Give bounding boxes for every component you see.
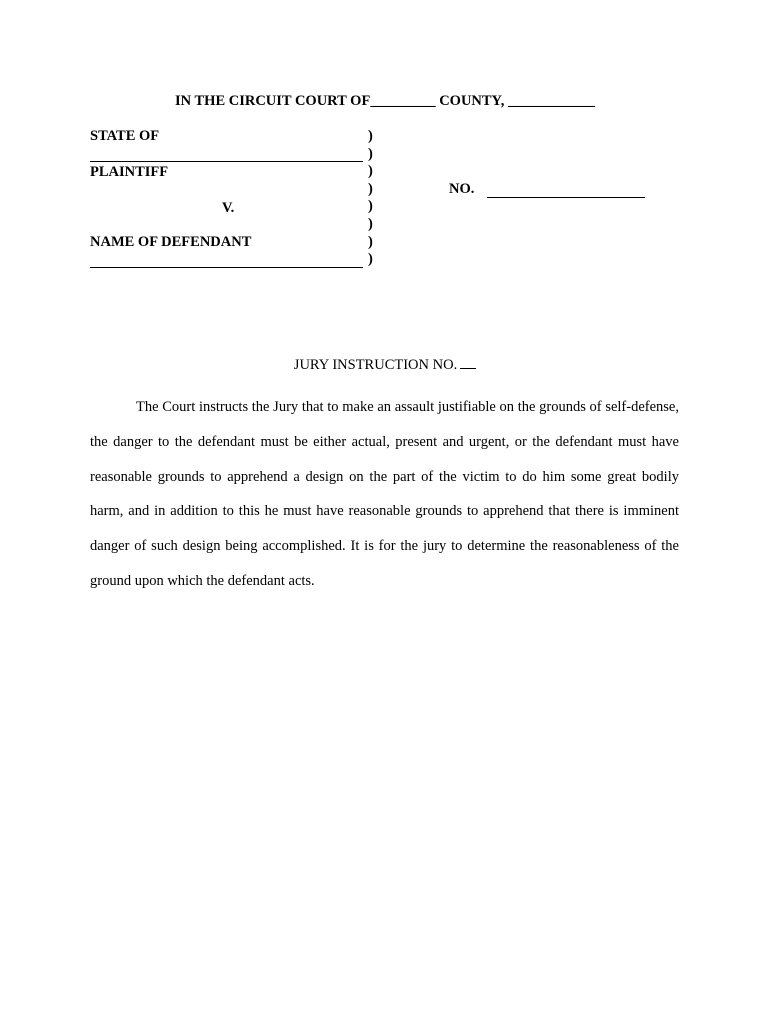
paren-mark: ) xyxy=(368,251,373,268)
versus-label: V. xyxy=(222,200,235,216)
case-number-label: NO. xyxy=(449,181,475,197)
instruction-title xyxy=(0,356,770,374)
paren-mark: ) xyxy=(368,215,373,232)
paren-mark: ) xyxy=(368,163,373,180)
defendant-label: NAME OF DEFENDANT xyxy=(90,234,252,250)
state-label: STATE OF xyxy=(90,128,160,144)
paren-mark: ) xyxy=(368,198,373,215)
paren-mark: ) xyxy=(368,145,373,162)
instruction-body: The Court instructs the Jury that to make an assault justifiable on the grounds of self-defense, the danger to the defendant must be either actual, present and urgent, or the defendant must have reasonable grounds to apprehend a design on the part of the victim to do him some great bodily harm, and in addition to this he must have reasonable grounds to apprehend that there is imminent danger of such design being accomplished. It is for the jury to determine the reasonableness of the ground upon which the defendant acts. xyxy=(90,399,679,589)
plaintiff-label: PLAINTIFF xyxy=(90,164,169,180)
instruction-number-blank xyxy=(460,356,476,369)
court-title: IN THE CIRCUIT COURT OF_________ COUNTY, ____________ xyxy=(175,93,595,109)
instruction-title-text: JURY INSTRUCTION NO. xyxy=(293,357,458,373)
state-name-line xyxy=(90,161,363,162)
case-number-line xyxy=(487,197,645,198)
defendant-name-line xyxy=(90,267,363,268)
paren-mark: ) xyxy=(368,233,373,250)
paren-mark: ) xyxy=(368,128,373,144)
paren-mark: ) xyxy=(368,180,373,197)
caption-parentheses xyxy=(368,128,373,269)
